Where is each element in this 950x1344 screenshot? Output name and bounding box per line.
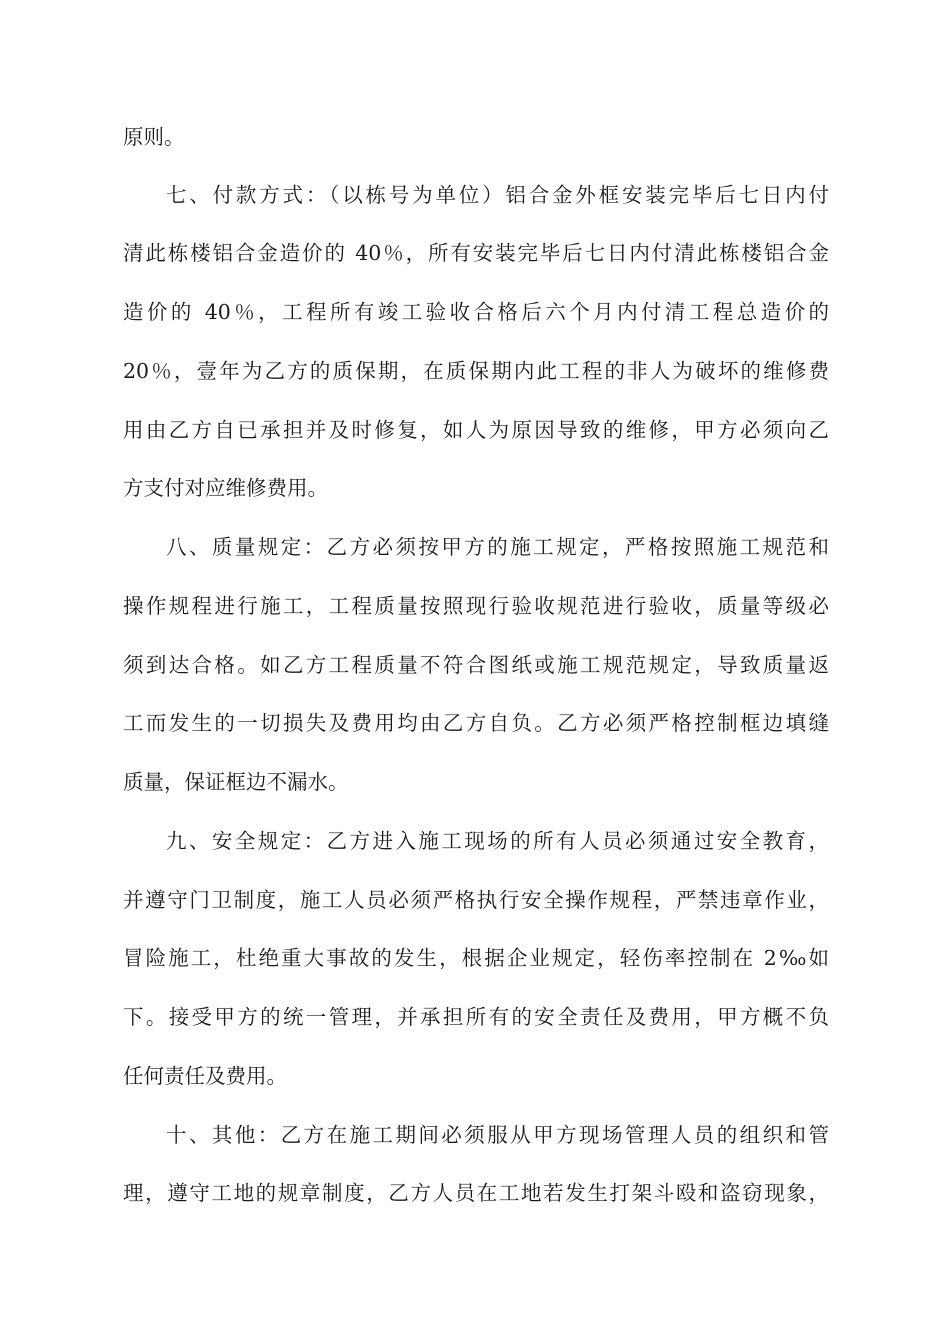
text-line: 冒险施工，杜绝重大事故的发生，根据企业规定，轻伤率控制在 2‰如	[123, 946, 829, 970]
text-line: 工而发生的一切损失及费用均由乙方自负。乙方必须严格控制框边填缝	[123, 711, 829, 735]
text-line: 原则。	[123, 125, 185, 149]
text-line: 20％，壹年为乙方的质保期，在质保期内此工程的非人为破坏的维修费	[123, 359, 829, 383]
clause-10-line: 十、其他：乙方在施工期间必须服从甲方现场管理人员的组织和管	[166, 1123, 829, 1147]
text-line: 造价的 40％，工程所有竣工验收合格后六个月内付清工程总造价的	[123, 300, 829, 324]
text-line: 清此栋楼铝合金造价的 40％，所有安装完毕后七日内付清此栋楼铝合金	[123, 241, 829, 265]
text-line: 质量，保证框边不漏水。	[123, 770, 349, 794]
clause-7-line: 七、付款方式：（以栋号为单位）铝合金外框安装完毕后七日内付	[166, 183, 829, 207]
text-line: 理，遵守工地的规章制度，乙方人员在工地若发生打架斗殴和盗窃现象，	[123, 1181, 829, 1205]
text-line: 并遵守门卫制度，施工人员必须严格执行安全操作规程，严禁违章作业，	[123, 888, 829, 912]
text-line: 任何责任及费用。	[123, 1064, 287, 1088]
text-line: 须到达合格。如乙方工程质量不符合图纸或施工规范规定，导致质量返	[123, 653, 829, 677]
text-line: 操作规程进行施工，工程质量按照现行验收规范进行验收，质量等级必	[123, 594, 829, 618]
clause-8-line: 八、质量规定：乙方必须按甲方的施工规定，严格按照施工规范和	[166, 535, 829, 559]
text-line: 用由乙方自已承担并及时修复，如人为原因导致的维修，甲方必须向乙	[123, 418, 829, 442]
text-line: 下。接受甲方的统一管理，并承担所有的安全责任及费用，甲方概不负	[123, 1005, 829, 1029]
text-line: 方支付对应维修费用。	[123, 476, 328, 500]
clause-9-line: 九、安全规定：乙方进入施工现场的所有人员必须通过安全教育，	[166, 829, 829, 853]
